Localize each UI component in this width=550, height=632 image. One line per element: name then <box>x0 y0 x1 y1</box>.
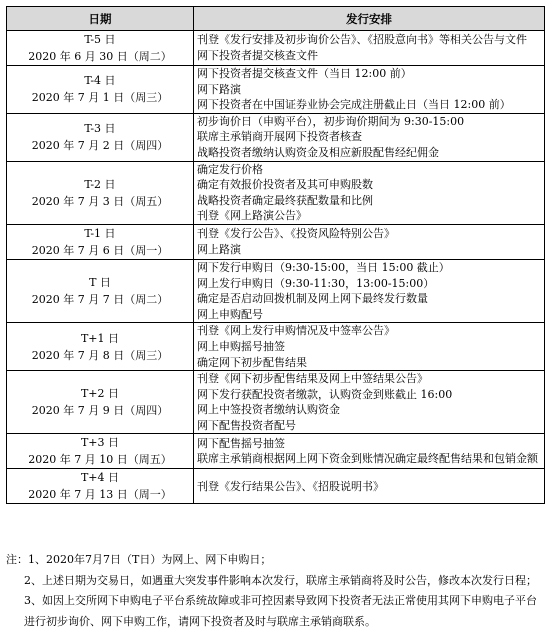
schedule-table-wrapper <box>6 6 544 504</box>
table-row <box>7 113 545 161</box>
day-label: T+4 日 <box>80 471 120 485</box>
day-label: T+2 日 <box>80 387 120 401</box>
action-cell <box>194 66 545 114</box>
action-item: 刊登《发行安排及初步询价公告》、《招股意向书》等相关公告与文件 <box>197 33 527 47</box>
day-label: T+1 日 <box>80 331 120 345</box>
action-cell <box>194 371 545 434</box>
action-item: 刊登《网上路演公告》 <box>197 209 307 223</box>
table-row <box>7 371 545 434</box>
table-header-row <box>7 7 545 31</box>
action-item: 网下投资者提交核查文件（当日 12:00 前） <box>197 67 412 80</box>
footnote-2: 2、上述日期为交易日，如遇重大突发事件影响本次发行，联席主承销商将及时公告，修改本次发行日程； <box>24 573 537 587</box>
table-row <box>7 259 545 322</box>
action-item: 战略投资者缴纳认购资金及相应新股配售经纪佣金 <box>197 145 439 159</box>
action-item: 战略投资者确定最终获配数量和比例 <box>197 193 373 207</box>
calendar-date: 2020 年 7 月 13 日（周一） <box>28 488 172 502</box>
action-item: 网上发行申购日（9:30-11:30，13:00-15:00） <box>197 276 435 290</box>
day-label: T-4 日 <box>84 74 116 88</box>
calendar-date: 2020 年 7 月 9 日（周四） <box>31 404 169 418</box>
day-label: T 日 <box>89 276 111 290</box>
action-item: 刊登《发行公告》、《投资风险特别公告》 <box>197 227 395 241</box>
table-row <box>7 66 545 114</box>
date-cell <box>7 323 194 371</box>
table-row <box>7 323 545 371</box>
action-item: 网上申购摇号抽签 <box>197 339 285 353</box>
action-cell <box>194 161 545 224</box>
date-cell <box>7 66 194 114</box>
footnotes <box>6 550 546 632</box>
calendar-date: 2020 年 7 月 7 日（周二） <box>31 293 169 307</box>
calendar-date: 2020 年 7 月 10 日（周五） <box>28 453 172 467</box>
action-cell <box>194 259 545 322</box>
schedule-table <box>6 6 545 504</box>
action-item: 网下投资者在中国证券业协会完成注册截止日（当日 12:00 前） <box>197 98 511 112</box>
action-column-header: 发行安排 <box>194 7 545 31</box>
action-item: 刊登《网上发行申购情况及中签率公告》 <box>197 324 395 338</box>
date-column-header: 日期 <box>7 7 194 31</box>
calendar-date: 2020 年 7 月 3 日（周五） <box>31 194 169 208</box>
action-cell <box>194 323 545 371</box>
date-cell <box>7 113 194 161</box>
day-label: T-2 日 <box>84 177 116 191</box>
calendar-date: 2020 年 7 月 8 日（周三） <box>31 348 169 362</box>
action-cell <box>194 31 545 66</box>
date-cell <box>7 259 194 322</box>
footnote-1: 注：1、2020年7月7日（T日）为网上、网下申购日； <box>6 553 272 566</box>
date-cell <box>7 224 194 259</box>
action-item: 刊登《网下初步配售结果及网上中签结果公告》 <box>197 372 428 386</box>
action-item: 网下配售摇号抽签 <box>197 436 285 450</box>
action-item: 联席主承销商开展网下投资者核查 <box>197 130 362 144</box>
action-item: 网下发行申购日（9:30-15:00，当日 15:00 截止） <box>197 260 450 274</box>
table-row <box>7 434 545 469</box>
action-item: 确定有效报价投资者及其可申购股数 <box>197 178 373 192</box>
table-row <box>7 469 545 504</box>
day-label: T-3 日 <box>84 122 116 136</box>
action-item: 网上中签投资者缴纳认购资金 <box>197 403 340 417</box>
day-label: T-1 日 <box>84 226 116 240</box>
action-item: 网上路演 <box>197 242 241 256</box>
table-row <box>7 224 545 259</box>
action-item: 确定发行价格 <box>197 162 263 176</box>
action-item: 网下配售投资者配号 <box>197 418 296 432</box>
action-item: 联席主承销商根据网上网下资金到账情况确定最终配售结果和包销金额 <box>197 452 538 466</box>
calendar-date: 2020 年 6 月 30 日（周二） <box>28 50 172 63</box>
action-item: 刊登《发行结果公告》、《招股说明书》 <box>197 479 384 493</box>
action-item: 确定网下初步配售结果 <box>197 355 307 369</box>
action-item: 网上申购配号 <box>197 307 263 321</box>
calendar-date: 2020 年 7 月 2 日（周四） <box>31 139 169 153</box>
table-body <box>7 31 545 504</box>
date-cell <box>7 371 194 434</box>
day-label: T+3 日 <box>80 436 120 450</box>
action-item: 确定是否启动回拨机制及网上网下最终发行数量 <box>197 292 428 306</box>
date-cell <box>7 161 194 224</box>
action-item: 初步询价日（申购平台），初步询价期间为 9:30-15:00 <box>197 114 465 128</box>
table-row <box>7 31 545 66</box>
action-item: 网下路演 <box>197 82 241 96</box>
table-row <box>7 161 545 224</box>
action-cell <box>194 113 545 161</box>
action-cell <box>194 434 545 469</box>
date-cell <box>7 469 194 504</box>
action-item: 网下发行获配投资者缴款，认购资金到账截止 16:00 <box>197 387 453 401</box>
date-cell <box>7 434 194 469</box>
footnote-3: 3、如因上交所网下申购电子平台系统故障或非可控因素导致网下投资者无法正常使用其网下申购电子平台进行初步询价、网下申购工作，请网下投资者及时与联席主承销商联系。 <box>24 594 537 628</box>
action-cell <box>194 469 545 504</box>
date-cell <box>7 31 194 66</box>
calendar-date: 2020 年 7 月 1 日（周三） <box>31 91 169 105</box>
action-item: 网下投资者提交核查文件 <box>197 49 318 62</box>
action-cell <box>194 224 545 259</box>
calendar-date: 2020 年 7 月 6 日（周一） <box>31 243 169 257</box>
day-label: T-5 日 <box>84 33 116 46</box>
